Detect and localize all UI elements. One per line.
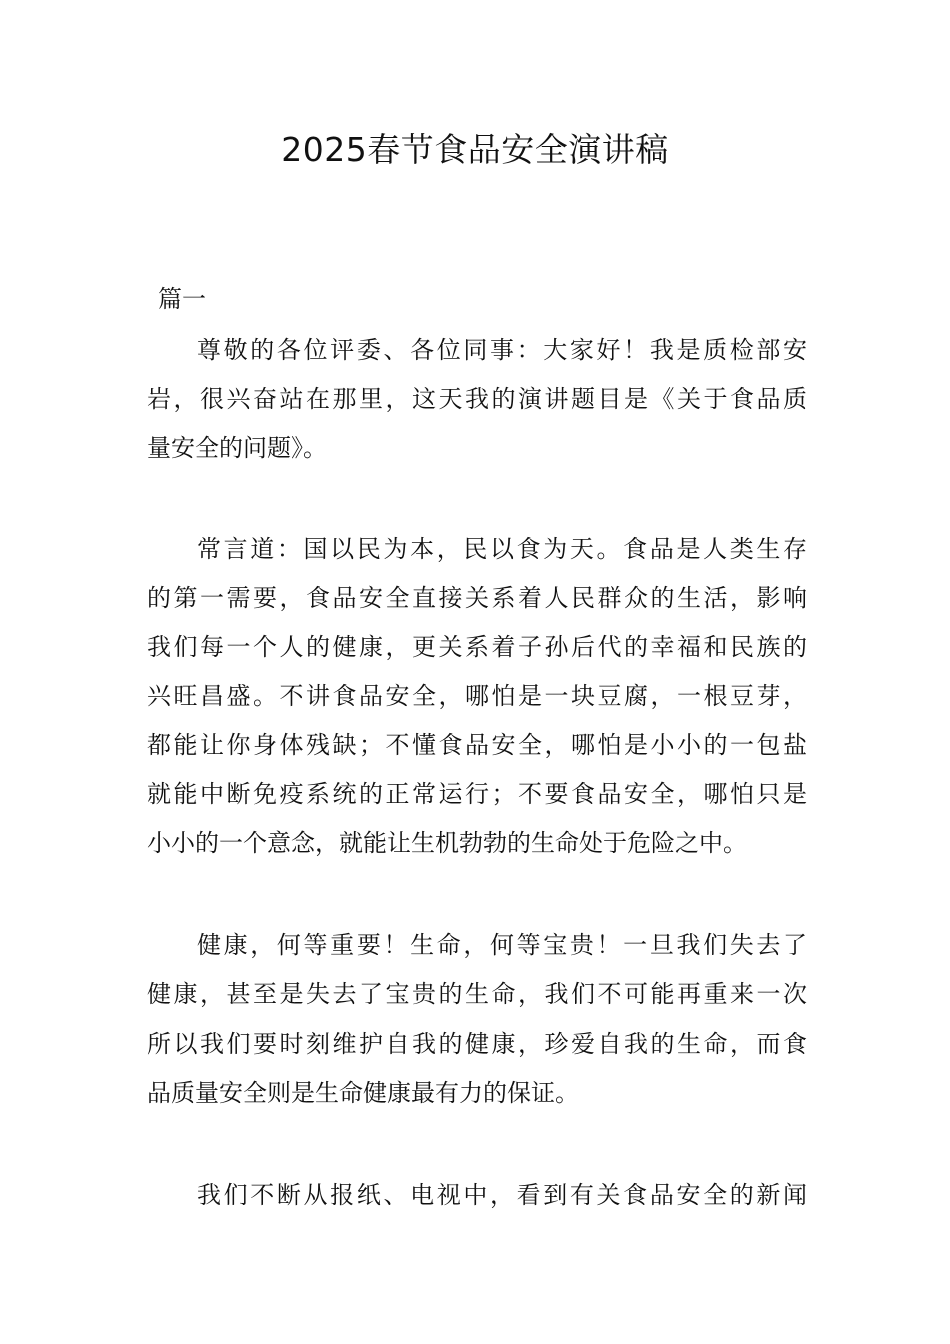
paragraph-4-line-1: 我们不断从报纸、电视中，看到有关食品安全的新闻 (197, 1181, 807, 1209)
paragraph-1-line-1: 尊敬的各位评委、各位同事：大家好！我是质检部安 (197, 336, 807, 364)
paragraph-1-line-2: 岩，很兴奋站在那里，这天我的演讲题目是《关于食品质 (147, 385, 807, 413)
paragraph-3-line-4: 品质量安全则是生命健康最有力的保证。 (147, 1079, 579, 1107)
paragraph-3-line-2: 健康，甚至是失去了宝贵的生命，我们不可能再重来一次 (147, 980, 807, 1008)
paragraph-2-line-7: 小小的一个意念，就能让生机勃勃的生命处于危险之中。 (147, 829, 747, 857)
section-label: 篇一 (158, 285, 206, 313)
paragraph-3-line-1: 健康，何等重要！生命，何等宝贵！一旦我们失去了 (197, 931, 807, 959)
paragraph-2-line-4: 兴旺昌盛。不讲食品安全，哪怕是一块豆腐，一根豆芽， (147, 682, 807, 710)
paragraph-1-line-3: 量安全的问题》。 (147, 434, 327, 462)
paragraph-2-line-2: 的第一需要，食品安全直接关系着人民群众的生活，影响 (147, 584, 807, 612)
paragraph-3-line-3: 所以我们要时刻维护自我的健康，珍爱自我的生命，而食 (147, 1030, 807, 1058)
paragraph-2-line-1: 常言道：国以民为本，民以食为天。食品是人类生存 (197, 535, 807, 563)
paragraph-2-line-5: 都能让你身体残缺；不懂食品安全，哪怕是小小的一包盐 (147, 731, 807, 759)
paragraph-2-line-6: 就能中断免疫系统的正常运行；不要食品安全，哪怕只是 (147, 780, 807, 808)
paragraph-2-line-3: 我们每一个人的健康，更关系着子孙后代的幸福和民族的 (147, 633, 807, 661)
page-title: 2025春节食品安全演讲稿 (281, 130, 669, 169)
